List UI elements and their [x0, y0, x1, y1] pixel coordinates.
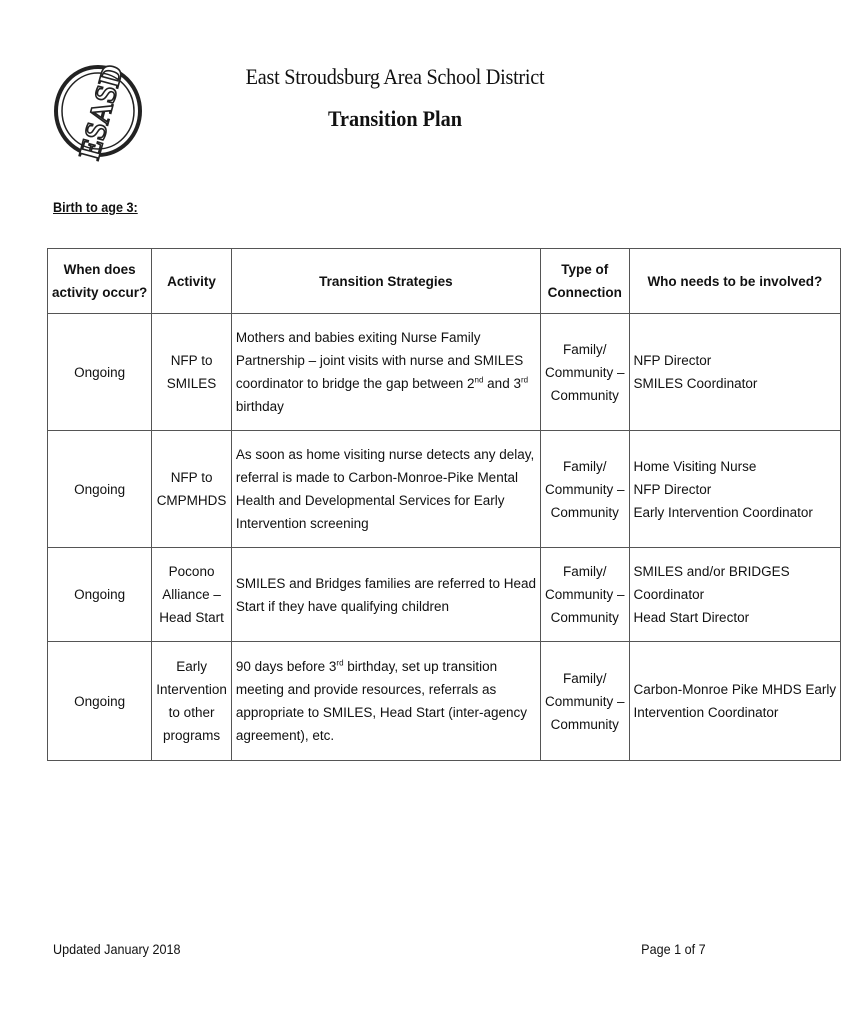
header-involved: Who needs to be involved? [629, 249, 841, 314]
cell-involved: NFP Director SMILES Coordinator [629, 314, 841, 431]
cell-connection: Family/ Community – Community [541, 548, 630, 642]
cell-when: Ongoing [48, 314, 152, 431]
svg-text:ESASD: ESASD [72, 60, 130, 163]
transition-plan-table [47, 248, 841, 761]
table-row [48, 642, 841, 761]
cell-connection: Family/ Community – Community [541, 642, 630, 761]
cell-involved: Home Visiting Nurse NFP Director Early Intervention Coordinator [629, 431, 841, 548]
header-activity: Activity [152, 249, 232, 314]
table-row [48, 314, 841, 431]
esasd-logo [53, 60, 143, 163]
cell-connection: Family/ Community – Community [541, 431, 630, 548]
footer-page-number: Page 1 of 7 [641, 941, 706, 957]
header-connection: Type of Connection [541, 249, 630, 314]
cell-involved: Carbon-Monroe Pike MHDS Early Intervention Coordinator [629, 642, 841, 761]
cell-strategy: SMILES and Bridges families are referred to Head Start if they have qualifying children [231, 548, 540, 642]
header-when: When does activity occur? [48, 249, 152, 314]
cell-when: Ongoing [48, 548, 152, 642]
table-header-row [48, 249, 841, 314]
organization-name: East Stroudsburg Area School District [245, 64, 545, 89]
document-title: Transition Plan [327, 106, 463, 131]
cell-strategy: Mothers and babies exiting Nurse Family Partnership – joint visits with nurse and SMILES coordinator to bridge the gap between 2nd and 3rd birthday [231, 314, 540, 431]
cell-connection: Family/ Community – Community [541, 314, 630, 431]
footer-updated-date: Updated January 2018 [53, 941, 181, 957]
cell-strategy: As soon as home visiting nurse detects any delay, referral is made to Carbon-Monroe-Pike Mental Health and Developmental Services for Early Intervention screening [231, 431, 540, 548]
header-strategies: Transition Strategies [231, 249, 540, 314]
cell-activity: Early Intervention to other programs [152, 642, 232, 761]
cell-when: Ongoing [48, 431, 152, 548]
cell-activity: NFP to CMPMHDS [152, 431, 232, 548]
cell-involved: SMILES and/or BRIDGES Coordinator Head Start Director [629, 548, 841, 642]
table-row [48, 548, 841, 642]
cell-strategy: 90 days before 3rd birthday, set up transition meeting and provide resources, referrals as appropriate to SMILES, Head Start (inter-agency agreement), etc. [231, 642, 540, 761]
table-row [48, 431, 841, 548]
section-heading: Birth to age 3: [53, 199, 138, 215]
cell-activity: NFP to SMILES [152, 314, 232, 431]
cell-when: Ongoing [48, 642, 152, 761]
cell-activity: Pocono Alliance – Head Start [152, 548, 232, 642]
